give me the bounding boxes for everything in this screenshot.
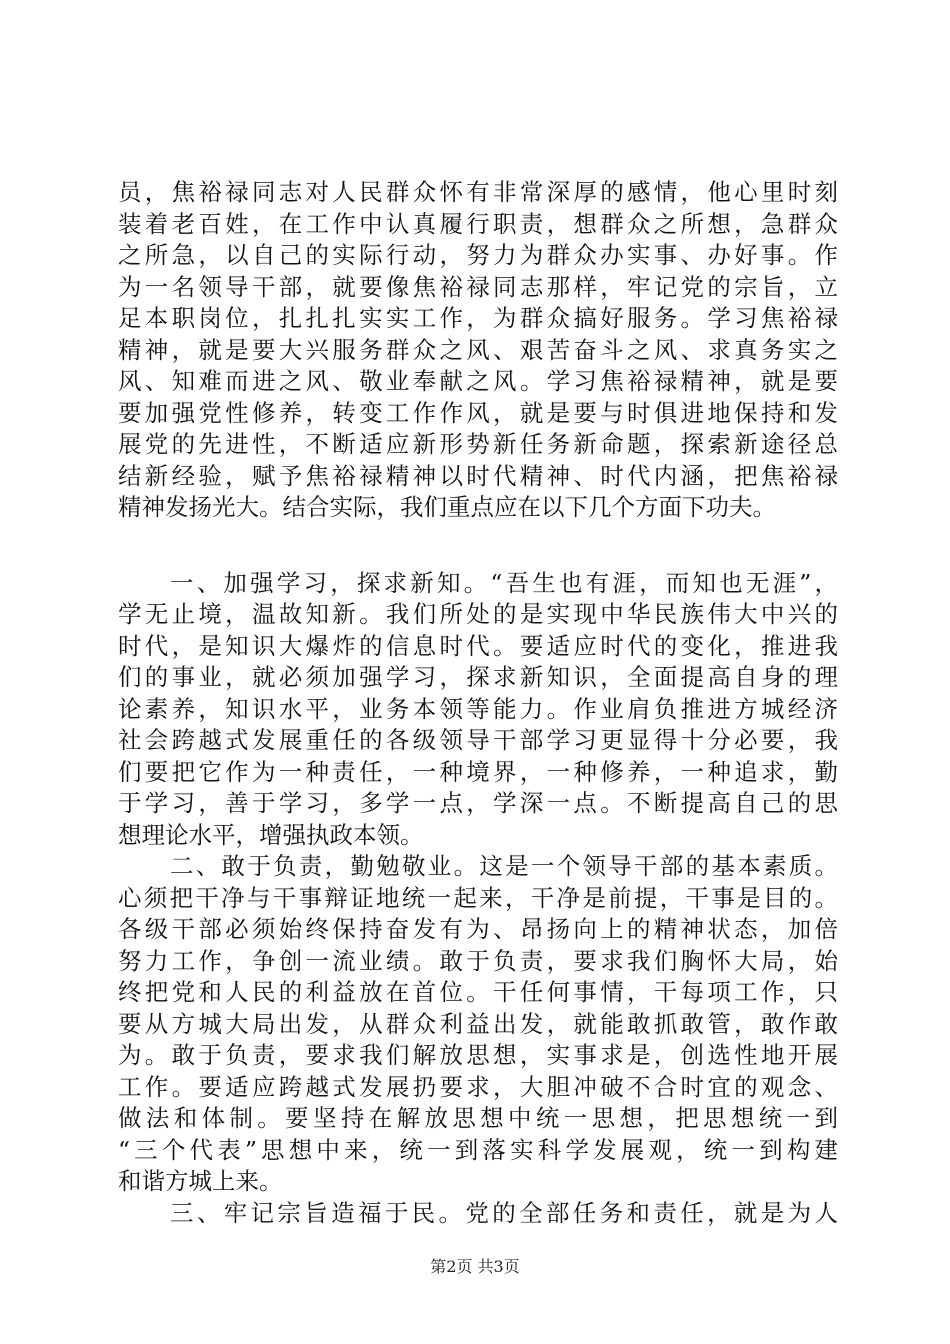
body-line: 和谐方城上来。 <box>118 1167 283 1195</box>
section-heading-line: 三、牢记宗旨造福于民。党的全部任务和责任，就是为人 <box>170 1199 838 1227</box>
body-line: 各级干部必须始终保持奋发有为、昂扬向上的精神状态，加倍 <box>118 915 838 943</box>
page-number: 第2页 共3页 <box>430 1257 520 1276</box>
body-line: 们要把它作为一种责任，一种境界，一种修养，一种追求，勤 <box>118 758 838 786</box>
body-line: 社会跨越式发展重任的各级领导干部学习更显得十分必要，我 <box>118 726 838 754</box>
body-line: 精神，就是要大兴服务群众之风、艰苦奋斗之风、求真务实之 <box>118 336 838 364</box>
body-line: 做法和体制。要坚持在解放思想中统一思想，把思想统一到 <box>118 1104 838 1132</box>
body-line: 时代，是知识大爆炸的信息时代。要适应时代的变化，推进我 <box>118 632 838 660</box>
body-line: 足本职岗位，扎扎扎实实工作，为群众搞好服务。学习焦裕禄 <box>118 304 838 332</box>
body-line: 努力工作，争创一流业绩。敢于负责，要求我们胸怀大局，始 <box>118 947 838 975</box>
body-line: 精神发扬光大。结合实际，我们重点应在以下几个方面下功夫。 <box>118 493 776 521</box>
body-line: 心须把干净与干事辩证地统一起来，干净是前提，干事是目的。 <box>118 884 838 912</box>
section-heading-line: 二、敢于负责，勤勉敬业。这是一个领导干部的基本素质。 <box>170 852 838 880</box>
body-line: 为。敢于负责，要求我们解放思想，实事求是，创选性地开展 <box>118 1041 838 1069</box>
body-line: 工作。要适应跨越式发展扔要求，大胆冲破不合时宜的观念、 <box>118 1073 838 1101</box>
body-line: 之所急，以自己的实际行动，努力为群众办实事、办好事。作 <box>118 241 838 269</box>
body-line: 结新经验，赋予焦裕禄精神以时代精神、时代内涵，把焦裕禄 <box>118 462 838 490</box>
body-line: “三个代表”思想中来，统一到落实科学发展观，统一到构建 <box>118 1136 838 1164</box>
body-line: 终把党和人民的利益放在首位。干任何事情，干每项工作，只 <box>118 978 838 1006</box>
body-line: 要加强党性修养，转变工作作风，就是要与时俱进地保持和发 <box>118 399 838 427</box>
body-line: 要从方城大局出发，从群众利益出发，就能敢抓敢管，敢作敢 <box>118 1010 838 1038</box>
body-line: 论素养，知识水平，业务本领等能力。作业肩负推进方城经济 <box>118 695 838 723</box>
section-heading-line: 一、加强学习，探求新知。“吾生也有涯，而知也无涯”， <box>170 569 838 597</box>
body-line: 为一名领导干部，就要像焦裕禄同志那样，牢记党的宗旨，立 <box>118 273 838 301</box>
body-line: 学无止境，温故知新。我们所处的是实现中华民族伟大中兴的 <box>118 600 838 628</box>
body-line: 们的事业，就必须加强学习，探求新知识，全面提高自身的理 <box>118 663 838 691</box>
body-line: 于学习，善于学习，多学一点，学深一点。不断提高自己的思 <box>118 789 838 817</box>
body-line: 展党的先进性，不断适应新形势新任务新命题，探索新途径总 <box>118 430 838 458</box>
body-line: 风、知难而进之风、敬业奉献之风。学习焦裕禄精神，就是要 <box>118 367 838 395</box>
body-line: 装着老百姓，在工作中认真履行职责，想群众之所想，急群众 <box>118 210 838 238</box>
body-line: 想理论水平，增强执政本领。 <box>118 821 424 849</box>
body-line: 员，焦裕禄同志对人民群众怀有非常深厚的感情，他心里时刻 <box>118 178 838 206</box>
